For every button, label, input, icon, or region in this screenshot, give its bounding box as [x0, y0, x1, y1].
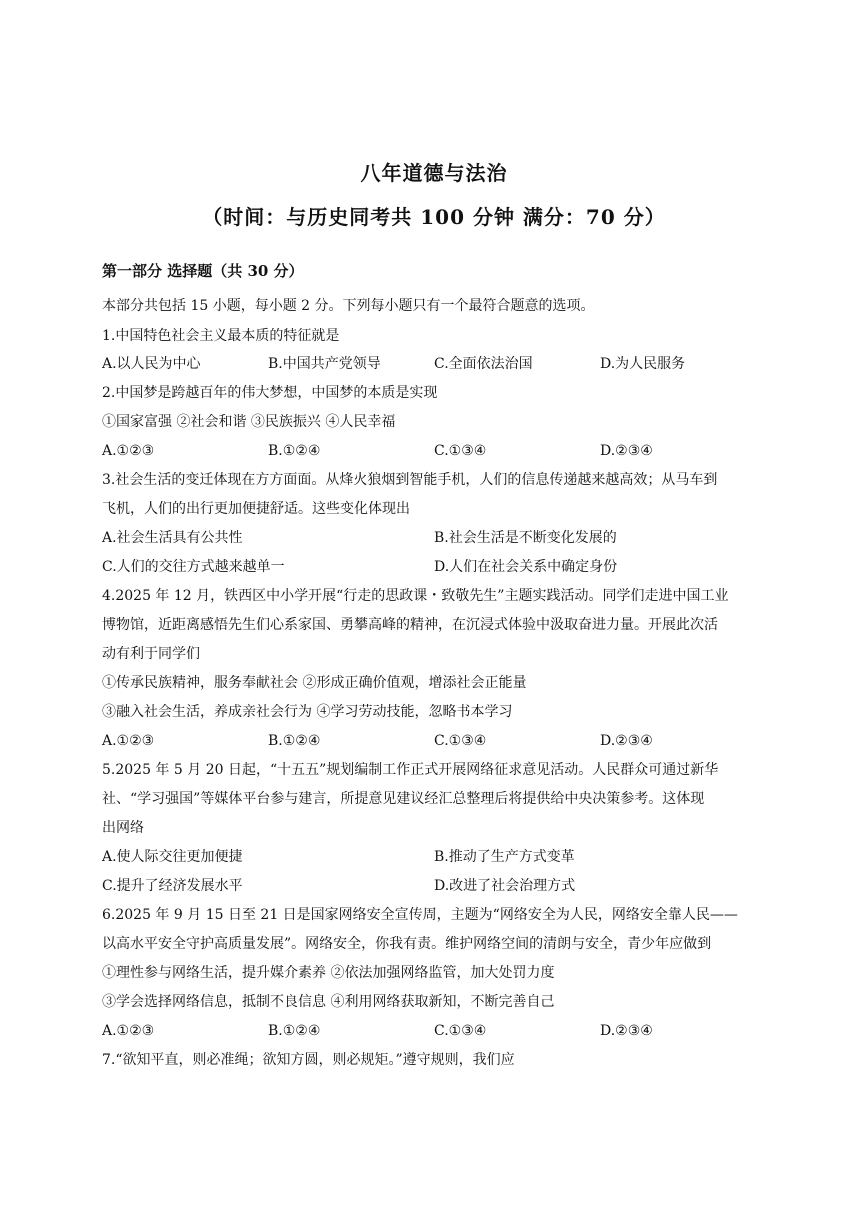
question-3-options-row1 — [102, 528, 742, 548]
question-3-stem-line2: 飞机，人们的出行更加便捷舒适。这些变化体现出 — [102, 501, 410, 517]
section-instructions: 本部分共包括 15 小题，每小题 2 分。下列每小题只有一个最符合题意的选项。 — [102, 298, 595, 314]
option-c: C.提升了经济发展水平 — [102, 878, 243, 894]
question-2-options — [102, 441, 742, 461]
option-d: D.②③④ — [600, 733, 653, 749]
question-5-stem-line1: 5.2025 年 5 月 20 日起，“十五五”规划编制工作正式开展网络征求意见活动。人民群众可通过新华 — [102, 762, 719, 778]
section-heading: 第一部分 选择题（共 30 分） — [102, 262, 304, 280]
question-1-stem: 1.中国特色社会主义最本质的特征就是 — [102, 328, 340, 344]
question-4-options — [102, 731, 742, 751]
option-b: B.①②④ — [268, 733, 321, 749]
option-b: B.社会生活是不断变化发展的 — [434, 530, 617, 546]
question-5-stem-line3: 出网络 — [102, 820, 144, 836]
question-6-stem-line1: 6.2025 年 9 月 15 日至 21 日是国家网络安全宣传周，主题为“网络安全为人民，网络安全靠人民—— — [102, 907, 738, 923]
question-7-stem: 7.“欲知平直，则必准绳；欲知方圆，则必规矩。”遵守规则，我们应 — [102, 1052, 515, 1068]
question-6-statements-2: ③学会选择网络信息，抵制不良信息 ④利用网络获取新知，不断完善自己 — [102, 994, 555, 1010]
option-b: B.①②④ — [268, 1023, 321, 1039]
option-c: C.全面依法治国 — [434, 356, 533, 372]
question-3-stem-line1: 3.社会生活的变迁体现在方方面面。从烽火狼烟到智能手机，人们的信息传递越来越高效；从马车到 — [102, 472, 718, 488]
question-6-options — [102, 1021, 742, 1041]
question-4-stem-line1: 4.2025 年 12 月，铁西区中小学开展“行走的思政课・致敬先生”主题实践活动。同学们走进中国工业 — [102, 588, 729, 604]
question-2-stem: 2.中国梦是跨越百年的伟大梦想，中国梦的本质是实现 — [102, 385, 438, 401]
question-6-stem-line2: 以高水平安全守护高质量发展”。网络安全，你我有责。维护网络空间的清朗与安全，青少年应做到 — [102, 936, 712, 952]
option-d: D.②③④ — [600, 1023, 653, 1039]
question-2-statements: ①国家富强 ②社会和谐 ③民族振兴 ④人民幸福 — [102, 414, 396, 430]
option-a: A.社会生活具有公共性 — [102, 530, 243, 546]
option-c: C.①③④ — [434, 733, 487, 749]
option-a: A.①②③ — [102, 443, 155, 459]
option-d: D.为人民服务 — [600, 356, 686, 372]
option-a: A.①②③ — [102, 1023, 155, 1039]
question-5-options-row2 — [102, 876, 742, 896]
question-4-statements-1: ①传承民族精神，服务奉献社会 ②形成正确价值观，增添社会正能量 — [102, 675, 527, 691]
option-b: B.推动了生产方式变革 — [434, 849, 575, 865]
exam-title: 八年道德与法治 — [360, 161, 508, 185]
option-d: D.人们在社会关系中确定身份 — [434, 559, 618, 575]
question-5-stem-line2: 社、“学习强国”等媒体平台参与建言，所提意见建议经汇总整理后将提供给中央决策参考。这体现 — [102, 791, 705, 807]
question-4-statements-2: ③融入社会生活，养成亲社会行为 ④学习劳动技能，忽略书本学习 — [102, 704, 513, 720]
option-b: B.中国共产党领导 — [268, 356, 381, 372]
question-3-options-row2 — [102, 557, 742, 577]
option-c: C.①③④ — [434, 443, 487, 459]
option-d: D.改进了社会治理方式 — [434, 878, 576, 894]
option-b: B.①②④ — [268, 443, 321, 459]
option-a: A.①②③ — [102, 733, 155, 749]
question-1-options — [102, 354, 742, 374]
question-5-options-row1 — [102, 847, 742, 867]
question-4-stem-line3: 动有利于同学们 — [102, 646, 200, 662]
question-4-stem-line2: 博物馆，近距离感悟先生们心系家国、勇攀高峰的精神，在沉浸式体验中汲取奋进力量。开展此次活 — [102, 617, 718, 633]
option-c: C.①③④ — [434, 1023, 487, 1039]
option-a: A.使人际交往更加便捷 — [102, 849, 243, 865]
question-6-statements-1: ①理性参与网络生活，提升媒介素养 ②依法加强网络监管，加大处罚力度 — [102, 965, 555, 981]
option-c: C.人们的交往方式越来越单一 — [102, 559, 285, 575]
option-a: A.以人民为中心 — [102, 356, 201, 372]
exam-subtitle: （时间：与历史同考共 100 分钟 满分：70 分） — [202, 205, 666, 229]
option-d: D.②③④ — [600, 443, 653, 459]
